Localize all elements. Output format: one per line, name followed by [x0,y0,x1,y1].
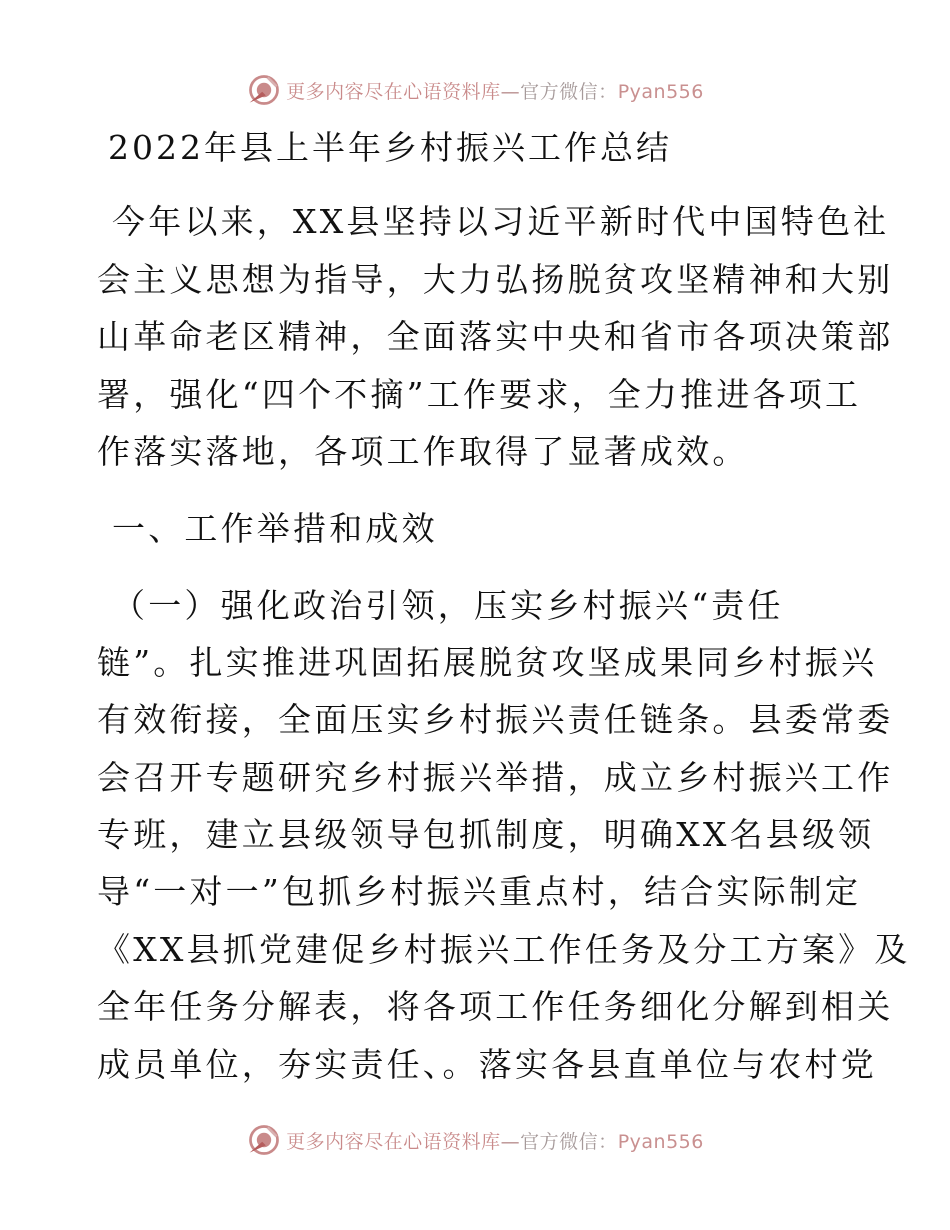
body-line-4: 署，强化“四个不摘”工作要求，全力推进各项工 [97,375,862,414]
body-line-3: 山革命老区精神，全面落实中央和省市各项决策部 [97,317,894,356]
watermark-header [0,68,950,112]
watermark-dash: — [500,1130,521,1153]
watermark-text [286,77,704,104]
pen-logo-icon [246,1122,282,1158]
section-heading: 一、工作举措和成效 [112,509,438,548]
body-line-15: 成员单位，夯实责任、。落实各县直单位与农村党 [97,1045,877,1084]
body-line-5: 作落实落地，各项工作取得了显著成效。 [97,432,749,471]
watermark-main-text: 更多内容尽在心语资料库 [286,80,501,103]
watermark-main-text: 更多内容尽在心语资料库 [286,1130,501,1153]
watermark-dash: — [500,80,521,103]
body-line-2: 会主义思想为指导，大力弘扬脱贫攻坚精神和大别 [97,260,894,299]
pen-logo-icon [246,72,282,108]
body-line-1: 今年以来，XX县坚持以习近平新时代中国特色社 [112,202,890,241]
body-line-10: 会召开专题研究乡村振兴举措，成立乡村振兴工作 [97,758,894,797]
watermark-wechat-id: Pyan556 [617,1130,704,1153]
document-title: 2022年县上半年乡村振兴工作总结 [108,128,672,167]
body-line-9: 有效衔接，全面压实乡村振兴责任链条。县委常委 [97,700,894,739]
watermark-footer [0,1118,950,1162]
body-line-14: 全年任务分解表，将各项工作任务细化分解到相关 [97,987,894,1026]
body-line-11: 专班，建立县级领导包抓制度，明确XX名县级领 [97,815,875,854]
body-line-8: 链”。扎实推进巩固拓展脱贫攻坚成果同乡村振兴 [97,643,878,682]
watermark-wechat-label: 官方微信： [520,80,618,103]
body-line-13: 《XX县抓党建促乡村振兴工作任务及分工方案》及 [97,930,911,969]
watermark-text [286,1127,704,1154]
body-line-12: 导“一对一”包抓乡村振兴重点村，结合实际制定 [97,872,862,911]
watermark-wechat-label: 官方微信： [520,1130,618,1153]
subsection-heading: （一）强化政治引领，压实乡村振兴“责任 [112,586,784,625]
watermark-wechat-id: Pyan556 [617,80,704,103]
